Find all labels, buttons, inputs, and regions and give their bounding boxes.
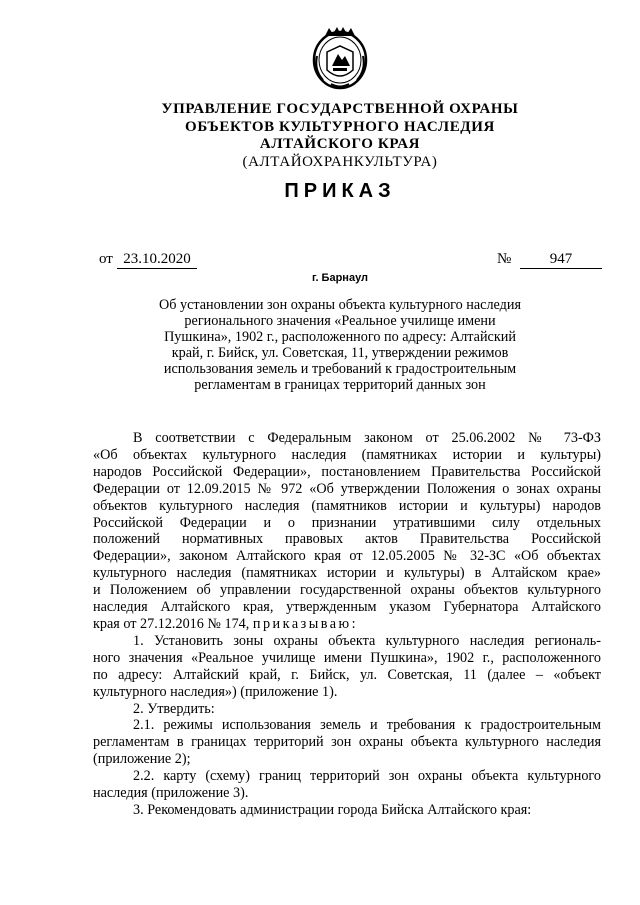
body-line: В соответствии с Федеральным законом от 25.06.2002 № 73-ФЗ [133, 430, 601, 446]
date-prefix: от [99, 251, 113, 267]
subject-line: край, г. Бийск, ул. Советская, 11, утверждении режимов [171, 345, 509, 361]
body-line: «Об объектах культурного наследия (памятниках истории и культуры) [93, 446, 601, 463]
city: г. Барнаул [311, 272, 369, 284]
subject-line: Пушкина», 1902 г., расположенного по адресу: Алтайский [164, 329, 516, 345]
body-line: наследия Алтайского края, утвержденным указом Губернатора Алтайского [93, 599, 601, 616]
body-line: Федерации от 12.09.2015 № 972 «Об утверждении Положения о зонах охраны [93, 480, 601, 497]
document-subject [110, 297, 570, 393]
body-line: ного значения «Реальное училище имени Пушкина», 1902 г., расположенного [93, 649, 601, 666]
document-type: ПРИКАЗ [284, 180, 396, 202]
subject-line: регламентам в границах территорий данных зон [194, 377, 486, 393]
subject-line: Об установлении зон охраны объекта культурного наследия [158, 297, 521, 313]
body-line: (приложение 2); [93, 751, 191, 768]
body-line: объектов культурного наследия (памятников истории и культуры) народов [93, 497, 601, 514]
org-line: ОБЪЕКТОВ КУЛЬТУРНОГО НАСЛЕДИЯ [185, 118, 495, 135]
document-number: 947 [520, 251, 602, 269]
order-word: приказываю: [252, 615, 359, 632]
body-line: 2. Утвердить: [133, 700, 215, 717]
org-line: УПРАВЛЕНИЕ ГОСУДАРСТВЕННОЙ ОХРАНЫ [161, 101, 519, 117]
body-line: регламентам в границах территорий зон охраны объекта культурного наследия [93, 734, 601, 751]
body-line: 1. Установить зоны охраны объекта культурного наследия региональ- [133, 632, 601, 649]
organization-name [120, 101, 560, 171]
subject-line: регионального значения «Реальное училище имени [184, 313, 496, 329]
coat-of-arms-icon [311, 26, 369, 90]
org-line: АЛТАЙСКОГО КРАЯ [259, 136, 421, 152]
body-line: культурного наследия») (приложение 1). [93, 683, 338, 700]
body-line: Российской Федерации и о признании утратившими силу отдельных [93, 514, 601, 531]
body-line: культурного наследия (памятниках истории и культуры) в Алтайском крае» [93, 565, 601, 582]
document-date: 23.10.2020 [117, 251, 197, 269]
org-abbreviation: (АЛТАЙОХРАНКУЛЬТУРА) [242, 153, 438, 170]
document-body [93, 430, 601, 819]
body-line: народов Российской Федерации», постановлением Правительства Российской [93, 463, 601, 480]
body-line: 2.1. режимы использования земель и требования к градостроительным [133, 717, 601, 734]
body-line: наследия (приложение 3). [93, 785, 249, 802]
body-line: Федерации», законом Алтайского края от 12.05.2005 № 32-ЗС «Об объектах [93, 548, 601, 565]
subject-line: использования земель и требований к градостроительным [163, 361, 517, 377]
body-line: 3. Рекомендовать администрации города Бийска Алтайского края: [133, 801, 532, 818]
body-line: по адресу: Алтайский край, г. Бийск, ул. Советская, 11 (далее – «объект [93, 666, 601, 683]
body-line: края от 27.12.2016 № 174, [93, 615, 250, 632]
number-prefix: № [497, 251, 512, 267]
body-line-with-order [93, 616, 601, 633]
body-line: 2.2. карту (схему) границ территорий зон охраны объекта культурного [133, 768, 601, 785]
body-line: и Положением об управлении государственной охраны объектов культурного [93, 582, 601, 599]
body-line: положений нормативных правовых актов Правительства Российской [93, 531, 601, 548]
